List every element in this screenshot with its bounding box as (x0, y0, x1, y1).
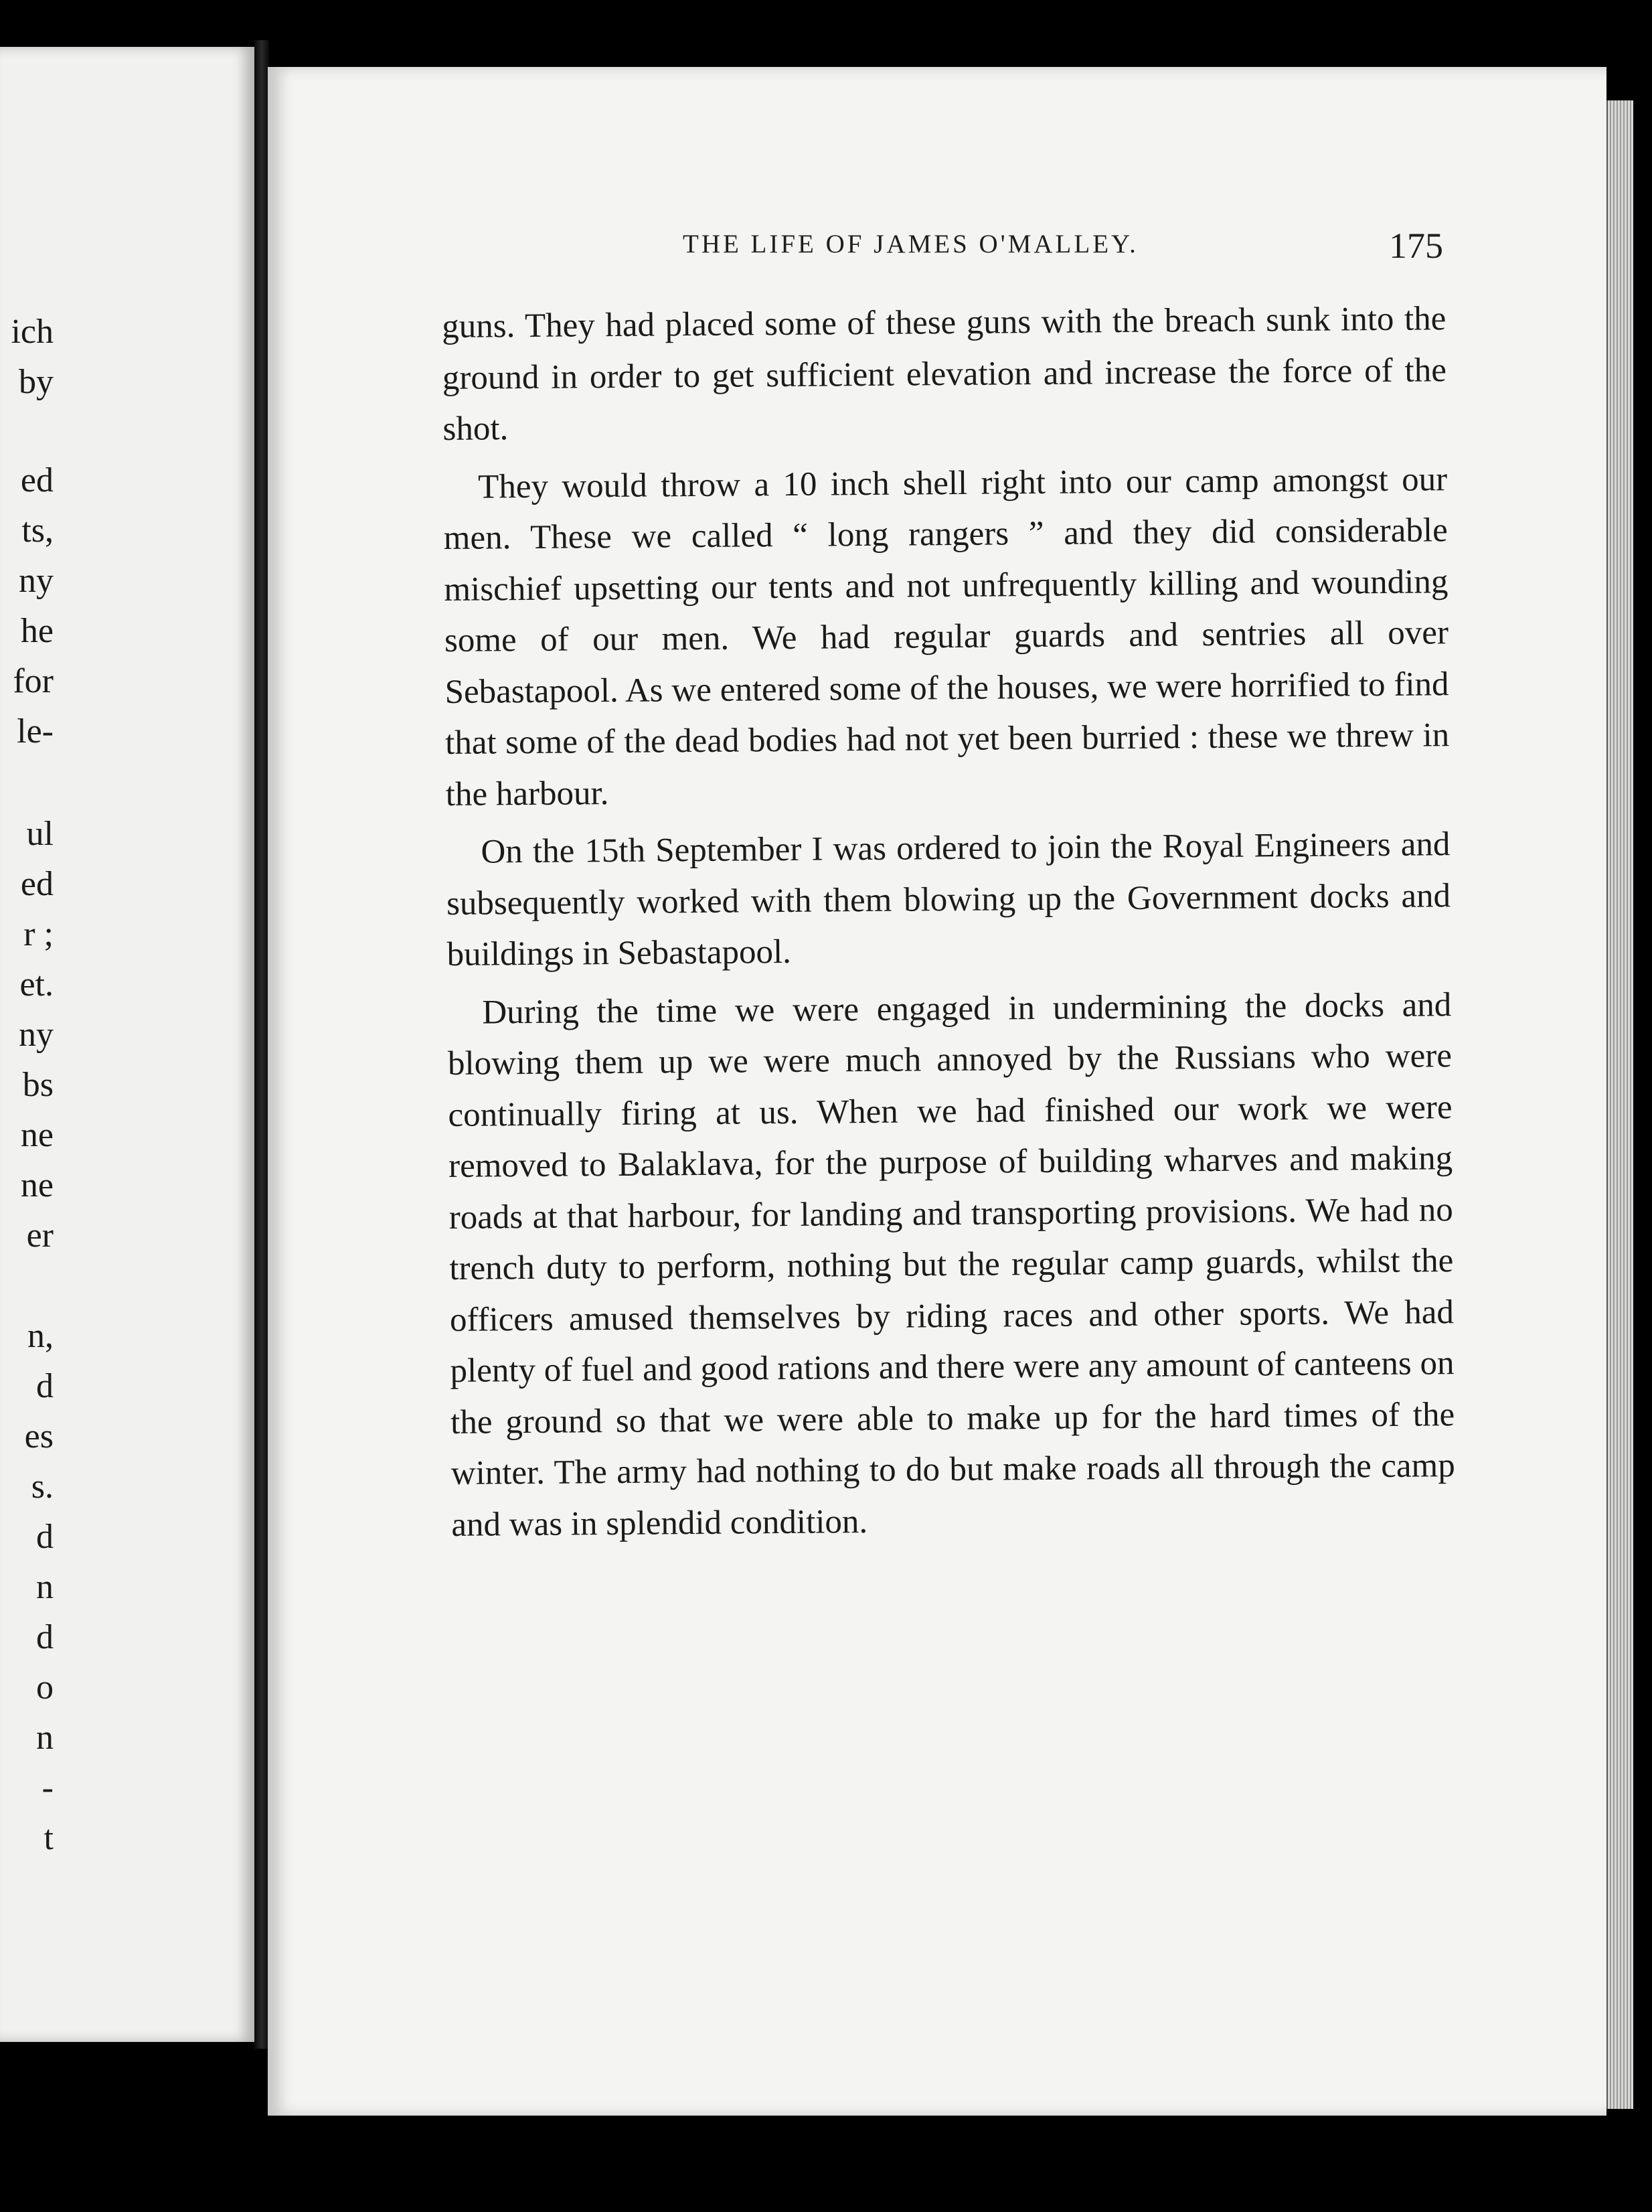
left-fragment: ed (20, 461, 54, 499)
left-fragment: for (13, 662, 54, 700)
left-fragment: ul (26, 815, 54, 853)
left-fragment: n, (27, 1317, 54, 1355)
left-fragment: - (42, 1769, 54, 1807)
paragraph-4: During the time we were engaged in undermining the docks and blowing them up we were much annoyed by the Russians who were continually firing at us. When we had finished our work we were removed to Balaklava, for the purpose of building wharves and making roads at that harbour, for landing and transporting provisions. We had no trench duty to perform, nothing but the regular camp guards, whilst the officers amused themselves by riding races and other sports. We had plenty of fuel and good rations and there were any amount of canteens on the ground so that we were able to make up for the hard times of the winter. The army had nothing to do but make roads all through the camp and was in splendid condition. (447, 985, 1455, 1544)
left-fragment: bs (22, 1066, 54, 1104)
left-fragment: r ; (23, 915, 54, 953)
left-fragment: d (36, 1367, 54, 1405)
left-fragment: o (36, 1668, 54, 1707)
left-fragment: er (26, 1216, 54, 1255)
left-fragment: ne (20, 1116, 54, 1154)
left-facing-page (0, 47, 258, 2042)
left-fragment: ny (19, 1016, 54, 1054)
paragraph-1: guns. They had placed some of these guns with the breach sunk into the ground in order to get sufficient elevation and increase the force of the shot. (442, 300, 1447, 448)
book-gutter (254, 40, 269, 2049)
left-fragment: et. (19, 965, 54, 1004)
running-title: THE LIFE OF JAMES O'MALLEY. (683, 230, 1139, 258)
left-fragment: t (44, 1819, 54, 1857)
left-fragment: n (36, 1719, 54, 1757)
body-text (442, 293, 1456, 1551)
left-fragment: ne (20, 1166, 54, 1204)
left-fragment: d (36, 1618, 54, 1656)
left-fragment: le- (17, 712, 54, 750)
left-fragment: ich (11, 313, 54, 351)
left-fragment: d (36, 1518, 54, 1556)
paragraph-3: On the 15th September I was ordered to join the Royal Engineers and subsequently worked with them blowing up the Government docks and buildings in Sebastapool. (446, 825, 1451, 973)
left-fragment: es (24, 1417, 54, 1455)
paragraph-2: They would throw a 10 inch shell right into our camp amongst our men. These we called “ long rangers ” and they did considerable mischief upsetting our tents and not unfrequently killing and wounding some of our men. We had regular guards and sentries all over Sebastapool. As we entered some of the houses, we were horrified to find that some of the dead bodies had not yet been burried : these we threw in the harbour. (443, 460, 1450, 813)
left-fragment: by (19, 363, 54, 401)
left-fragment: he (20, 612, 54, 650)
left-fragment: n (36, 1568, 54, 1606)
page-edges (1606, 100, 1633, 2109)
page-number: 175 (1389, 226, 1443, 266)
left-fragment: ny (19, 562, 54, 600)
left-fragment: ed (20, 865, 54, 903)
left-fragment: s. (31, 1468, 54, 1506)
left-fragment: ts, (21, 511, 54, 550)
